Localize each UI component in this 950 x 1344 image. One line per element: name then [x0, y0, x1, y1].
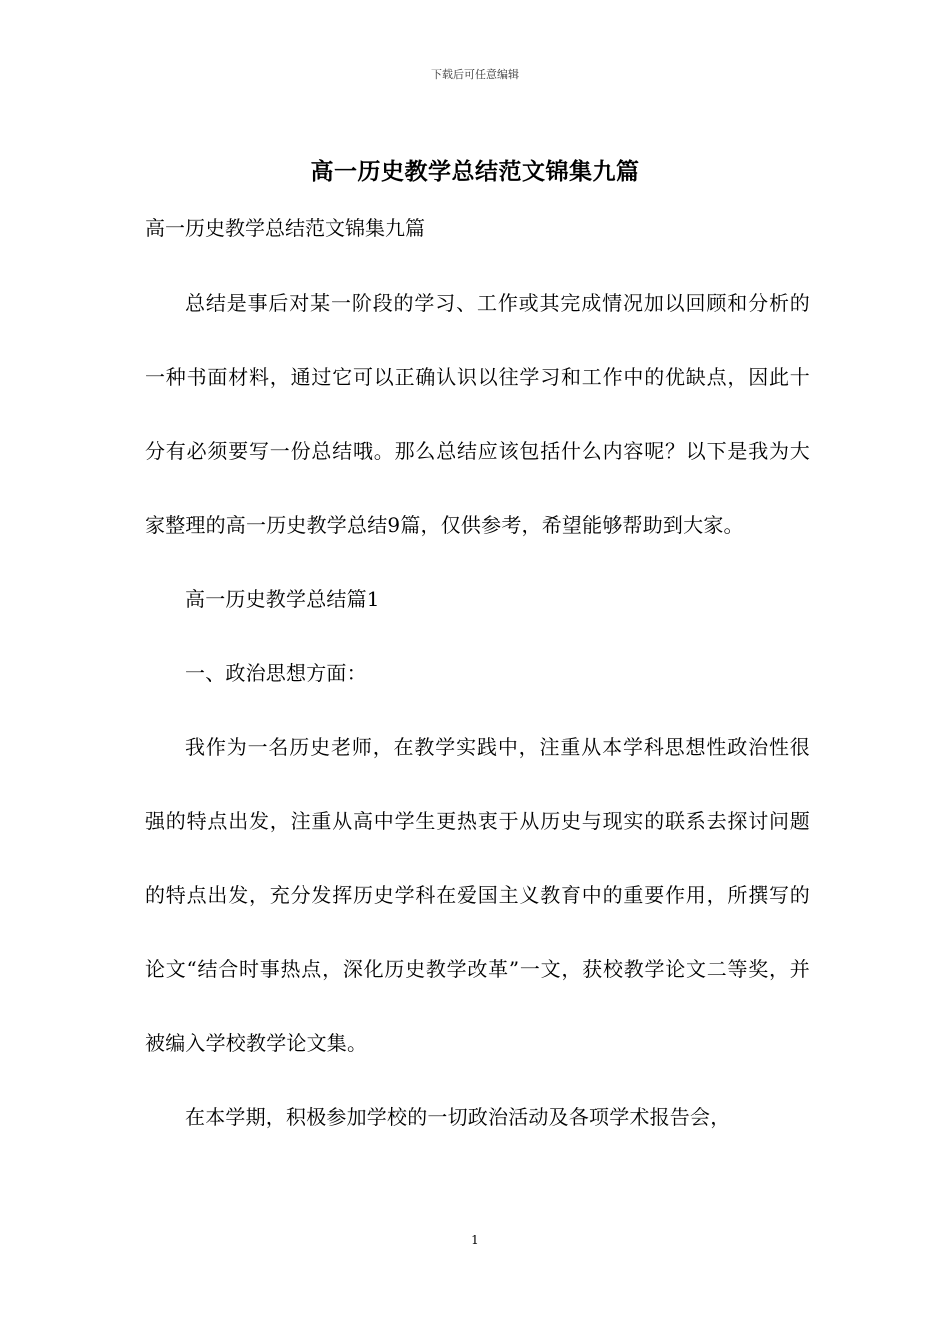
paragraph-body: 我作为一名历史老师，在教学实践中，注重从本学科思想性政治性很强的特点出发，注重从高中学生更热衷于从历史与现实的联系去探讨问题的特点出发，充分发挥历史学科在爱国主义教育中的重要作用，所撰写的论文“结合时事热点，深化历史教学改革”一文，获校教学论文二等奖，并被编入学校教学论文集。	[145, 735, 810, 1055]
document-body	[145, 266, 810, 1154]
paragraph-intro: 总结是事后对某一阶段的学习、工作或其完成情况加以回顾和分析的一种书面材料，通过它可以正确认识以往学习和工作中的优缺点，因此十分有必须要写一份总结哦。那么总结应该包括什么内容呢？以下是我为大家整理的高一历史教学总结9篇，仅供参考，希望能够帮助到大家。	[145, 291, 810, 537]
section-heading: 高一历史教学总结篇1	[185, 587, 380, 611]
paragraph-body: 在本学期，积极参加学校的一切政治活动及各项学术报告会，	[185, 1105, 731, 1129]
page-number: 1	[471, 1233, 479, 1247]
document-title: 高一历史教学总结范文锦集九篇	[310, 158, 640, 185]
header-note: 下载后可任意编辑	[431, 68, 519, 81]
subsection-heading: 一、政治思想方面：	[185, 661, 367, 685]
document-subtitle: 高一历史教学总结范文锦集九篇	[145, 216, 425, 240]
